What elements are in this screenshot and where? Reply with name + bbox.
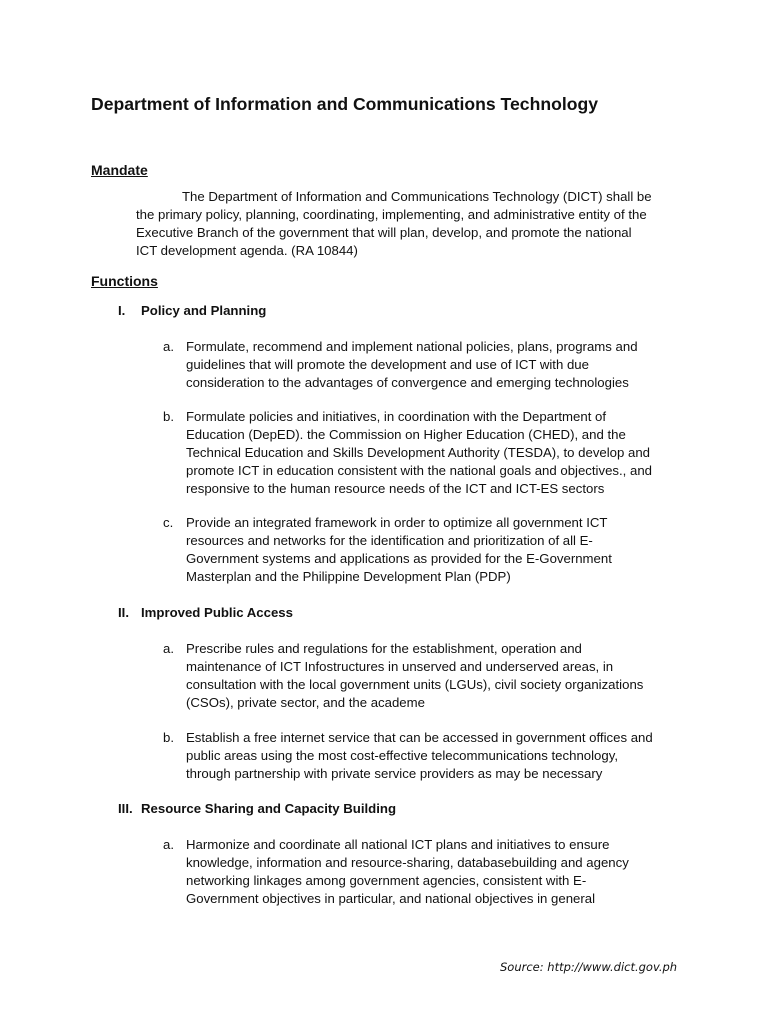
section-heading-resource-sharing — [118, 801, 396, 816]
mandate-line: The Department of Information and Communications Technology (DICT) shall be — [182, 189, 652, 204]
item-letter: a. — [163, 339, 174, 354]
item-line: Masterplan and the Philippine Development Plan (PDP) — [186, 569, 511, 584]
mandate-paragraph — [136, 188, 696, 260]
item-line: promote ICT in education consistent with the national goals and objectives., and — [186, 463, 652, 478]
item-line: Government objectives in particular, and national objectives in general — [186, 891, 596, 906]
item-line: public areas using the most cost-effective telecommunications technology, — [186, 748, 618, 763]
section-title: Improved Public Access — [141, 605, 293, 620]
item-line: networking linkages among government agencies, consistent with E- — [186, 873, 587, 888]
functions-heading: Functions — [91, 273, 158, 289]
item-line: maintenance of ICT Infostructures in unserved and underserved areas, in — [186, 659, 614, 674]
section-numeral: I. — [118, 303, 126, 318]
item-line: responsive to the human resource needs of the ICT and ICT-ES sectors — [186, 481, 605, 496]
list-item — [163, 836, 683, 908]
item-letter: b. — [163, 409, 174, 424]
item-line: Establish a free internet service that can be accessed in government offices and — [186, 730, 653, 745]
list-item — [163, 640, 683, 712]
list-item — [163, 338, 683, 392]
item-letter: b. — [163, 730, 174, 745]
section-heading-public-access — [118, 605, 293, 620]
section-title: Resource Sharing and Capacity Building — [141, 801, 397, 816]
page-title: Department of Information and Communications Technology — [91, 94, 598, 114]
item-line: consideration to the advantages of convergence and emerging technologies — [186, 375, 629, 390]
mandate-line: Executive Branch of the government that will plan, develop, and promote the national — [136, 225, 632, 240]
item-letter: a. — [163, 837, 174, 852]
section-title: Policy and Planning — [141, 303, 267, 318]
item-line: Technical Education and Skills Development Authority (TESDA), to develop and — [186, 445, 651, 460]
item-line: knowledge, information and resource-sharing, databasebuilding and agency — [186, 855, 629, 870]
item-letter: c. — [163, 515, 174, 530]
item-line: resources and networks for the identification and prioritization of all E- — [186, 533, 593, 548]
item-line: (CSOs), private sector, and the academe — [186, 695, 425, 710]
item-line: consultation with the local government units (LGUs), civil society organizations — [186, 677, 644, 692]
source-citation: Source: http://www.dict.gov.ph — [500, 960, 678, 974]
item-line: Education (DepED). the Commission on Higher Education (CHED), and the — [186, 427, 626, 442]
item-line: Provide an integrated framework in order to optimize all government ICT — [186, 515, 608, 530]
item-letter: a. — [163, 641, 174, 656]
section-numeral: III. — [118, 801, 133, 816]
item-line: Prescribe rules and regulations for the establishment, operation and — [186, 641, 582, 656]
mandate-heading: Mandate — [91, 162, 148, 178]
mandate-line: the primary policy, planning, coordinating, implementing, and administrative entity of the — [136, 207, 647, 222]
list-item — [163, 514, 683, 586]
section-heading-policy-planning — [118, 303, 266, 318]
mandate-line: ICT development agenda. (RA 10844) — [136, 243, 358, 258]
item-line: Harmonize and coordinate all national ICT plans and initiatives to ensure — [186, 837, 610, 852]
list-item — [163, 408, 683, 498]
list-item — [163, 729, 683, 783]
item-line: Government systems and applications as provided for the E-Government — [186, 551, 612, 566]
item-line: guidelines that will promote the development and use of ICT with due — [186, 357, 589, 372]
item-line: Formulate, recommend and implement national policies, plans, programs and — [186, 339, 638, 354]
section-numeral: II. — [118, 605, 129, 620]
item-line: Formulate policies and initiatives, in coordination with the Department of — [186, 409, 607, 424]
item-line: through partnership with private service providers as may be necessary — [186, 766, 603, 781]
